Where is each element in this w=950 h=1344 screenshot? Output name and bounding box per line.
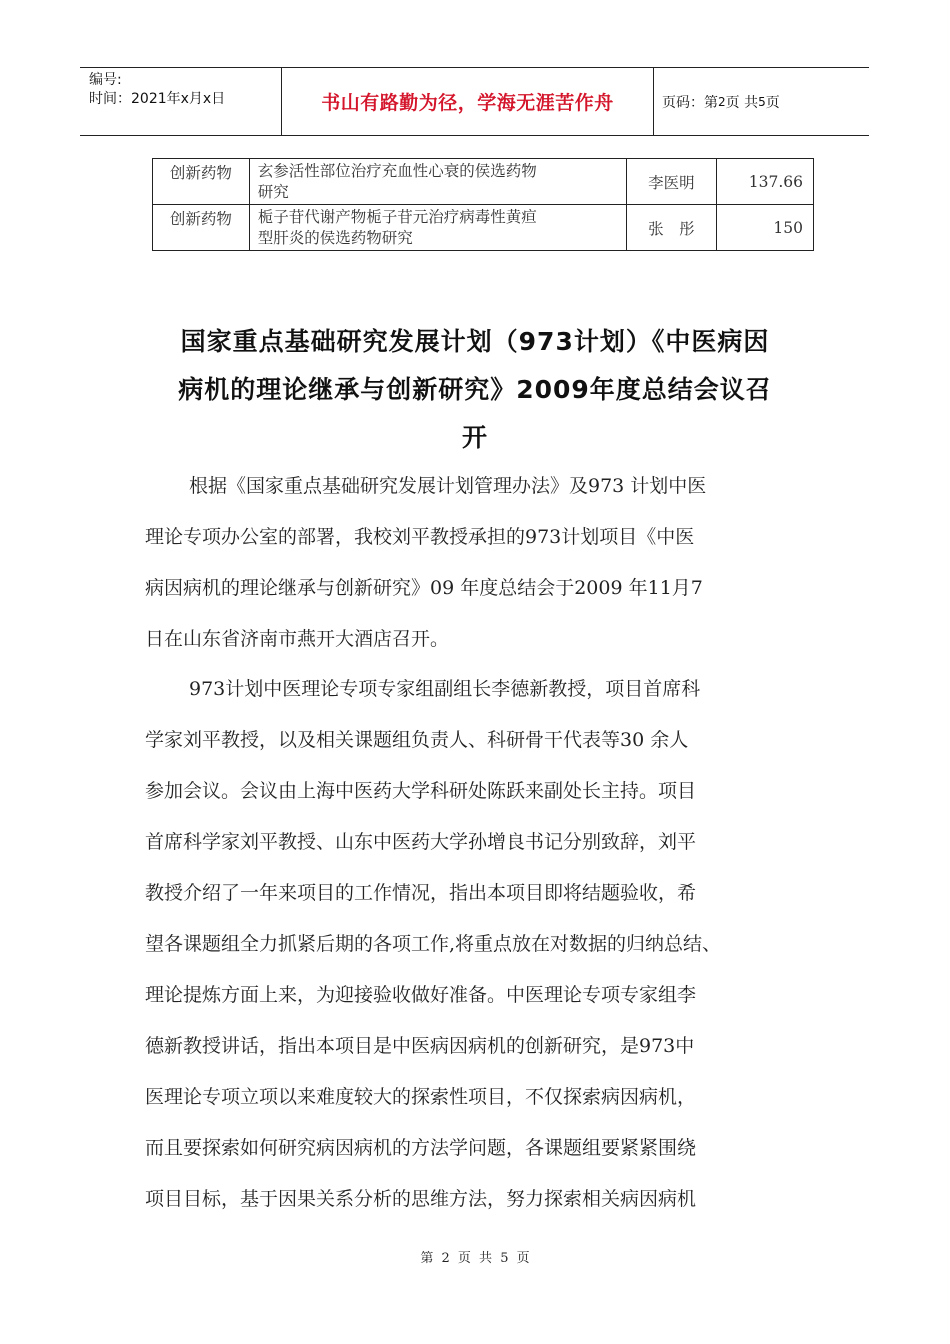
text-line: 而且要探索如何研究病因病机的方法学问题，各课题组要紧紧围绕 bbox=[145, 1137, 697, 1159]
grant-title-line: 玄参活性部位治疗充血性心衰的侯选药物 bbox=[257, 162, 537, 180]
text-line: 项目目标，基于因果关系分析的思维方法，努力探索相关病因病机 bbox=[145, 1188, 697, 1210]
text-line: 首席科学家刘平教授、山东中医药大学孙增良书记分别致辞，刘平 bbox=[145, 831, 697, 853]
text-line: 理论提炼方面上来，为迎接验收做好准备。中医理论专项专家组李 bbox=[145, 984, 697, 1006]
header-motto: 书山有路勤为径，学海无涯苦作舟 bbox=[282, 68, 654, 135]
text-line: 学家刘平教授，以及相关课题组负责人、科研骨干代表等30 余人 bbox=[145, 729, 689, 751]
text-line: 医理论专项立项以来难度较大的探索性项目，不仅探索病因病机， bbox=[145, 1086, 697, 1108]
grant-title-line: 型肝炎的侯选药物研究 bbox=[257, 229, 413, 247]
text-line: 参加会议。会议由上海中医药大学科研处陈跃来副处长主持。项目 bbox=[145, 780, 697, 802]
grant-title bbox=[249, 159, 626, 205]
grant-category: 创新药物 bbox=[153, 159, 250, 205]
text-line: 973计划中医理论专项专家组副组长李德新教授，项目首席科 bbox=[189, 678, 701, 700]
grant-person: 张 彤 bbox=[626, 205, 717, 251]
text-line: 教授介绍了一年来项目的工作情况，指出本项目即将结题验收，希 bbox=[145, 882, 697, 904]
page-total: 5 bbox=[758, 94, 766, 109]
grants-table bbox=[152, 158, 814, 251]
headline-line: 国家重点基础研究发展计划（973计划）《中医病因 bbox=[180, 327, 770, 356]
paragraph-2 bbox=[145, 664, 721, 1225]
text-line: 德新教授讲话，指出本项目是中医病因病机的创新研究，是973中 bbox=[145, 1035, 695, 1057]
text-line: 理论专项办公室的部署，我校刘平教授承担的973计划项目《中医 bbox=[145, 526, 695, 548]
article-headline bbox=[100, 318, 850, 462]
text-line: 根据《国家重点基础研究发展计划管理办法》及973 计划中医 bbox=[189, 475, 707, 497]
headline-line: 病机的理论继承与创新研究》2009年度总结会议召 bbox=[178, 375, 772, 404]
page-end-label: 页 bbox=[765, 94, 780, 111]
table-row bbox=[153, 159, 814, 205]
grant-person: 李医明 bbox=[626, 159, 717, 205]
page-header bbox=[80, 67, 869, 136]
text-line: 日在山东省济南市燕开大酒店召开。 bbox=[145, 628, 450, 650]
grant-amount: 150 bbox=[717, 205, 814, 251]
paragraph-1 bbox=[145, 461, 706, 665]
grant-amount: 137.66 bbox=[717, 159, 814, 205]
page-label: 页码：第 bbox=[662, 94, 718, 111]
document-number-label: 编号: bbox=[89, 72, 122, 88]
text-line: 病因病机的理论继承与创新研究》09 年度总结会于2009 年11月7 bbox=[145, 577, 703, 599]
header-meta bbox=[80, 68, 282, 135]
page-number: 2 bbox=[718, 94, 726, 109]
grant-category: 创新药物 bbox=[153, 205, 250, 251]
page-footer: 第 2 页 共 5 页 bbox=[420, 1251, 530, 1266]
grant-title-line: 栀子苷代谢产物栀子苷元治疗病毒性黄疸 bbox=[257, 208, 537, 226]
document-time-label: 时间：2021年x月x日 bbox=[89, 91, 226, 107]
text-line: 望各课题组全力抓紧后期的各项工作,将重点放在对数据的归纳总结、 bbox=[145, 933, 722, 955]
grant-title bbox=[249, 205, 626, 251]
page-mid-label: 页 共 bbox=[725, 94, 759, 111]
headline-line: 开 bbox=[461, 423, 488, 452]
table-row bbox=[153, 205, 814, 251]
grant-title-line: 研究 bbox=[257, 183, 289, 201]
header-page-info bbox=[654, 68, 869, 135]
